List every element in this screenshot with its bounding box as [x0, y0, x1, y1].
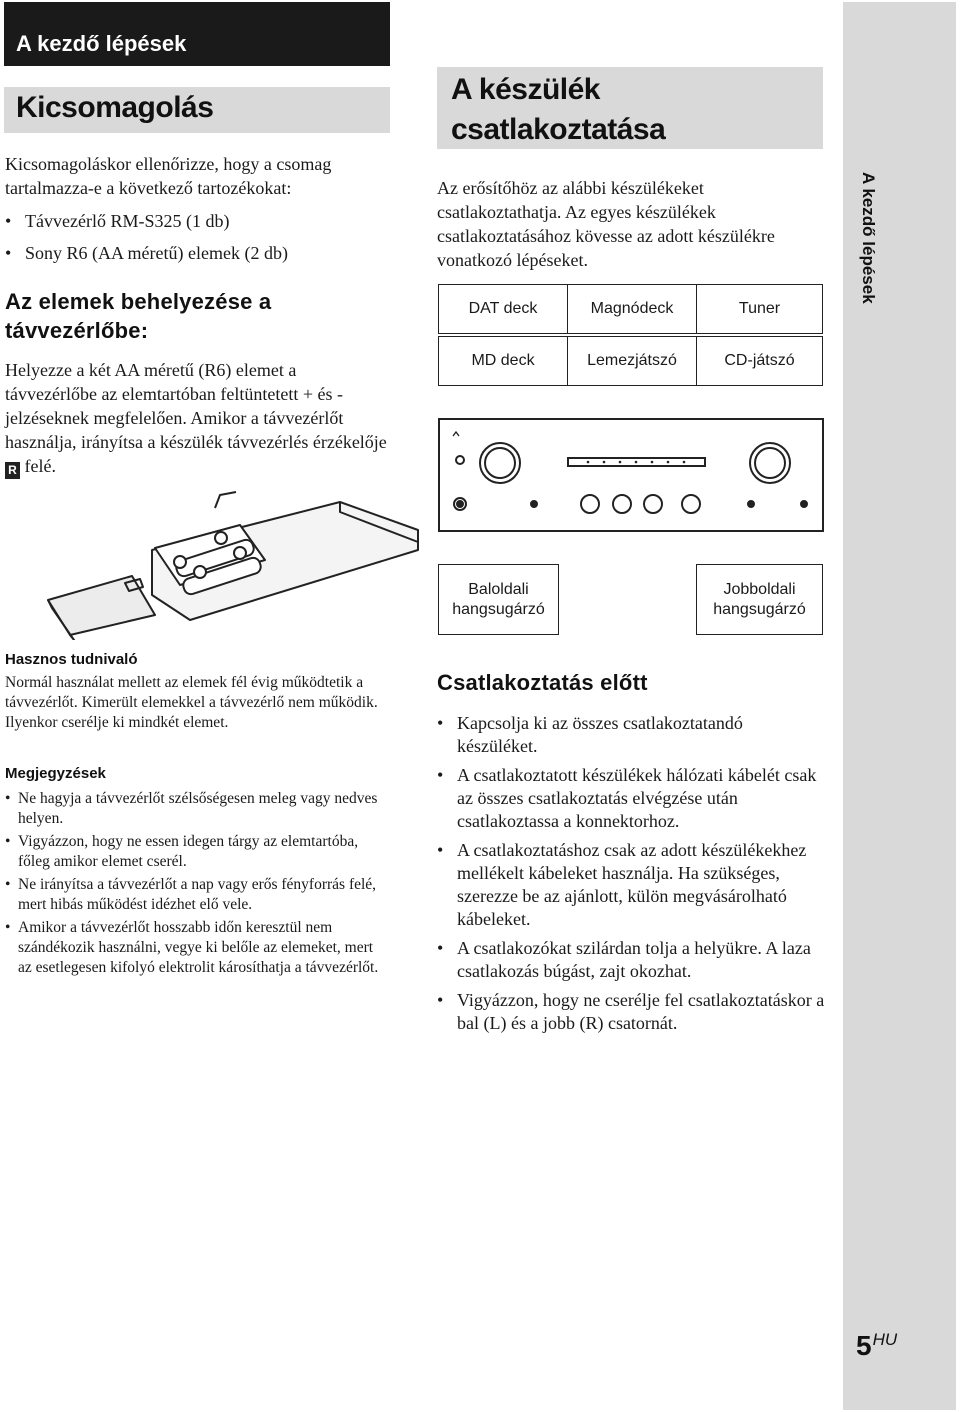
section-banner: A kezdő lépések [4, 2, 390, 66]
device-md-deck: MD deck [438, 336, 568, 386]
list-item: • Amikor a távvezérlőt hosszabb időn keresztül nem szándékozik használni, vegye ki belőle az elemeket, mert az esetlegesen kifolyó elektrolit károsíthatja a távvezérlőt. [5, 918, 390, 978]
accessory-list [5, 205, 390, 269]
device-cd-jatszo: CD-játszó [696, 336, 823, 386]
list-item: • A csatlakozókat szilárdan tolja a helyükre. A laza csatlakozás búgást, zajt okozhat. [437, 937, 827, 983]
remote-battery-illustration [40, 490, 430, 640]
connecting-intro: Az erősítőhöz az alábbi készülékeket csatlakoztathatja. Az egyes készülékek csatlakoztatásához kövesse az adott készülékre vonatkozó lépéseket. [437, 178, 775, 270]
device-dat-deck: DAT deck [438, 284, 568, 334]
side-tab-label: A kezdő lépések [859, 172, 878, 304]
list-item: • Távvezérlő RM-S325 (1 db) [5, 205, 390, 237]
unpacking-intro: Kicsomagoláskor ellenőrizze, hogy a csomag tartalmazza-e a következő tartozékokat: [5, 154, 332, 198]
speaker-left: Baloldali hangsugárzó [438, 564, 559, 635]
device-magnodeck: Magnódeck [567, 284, 697, 334]
list-item: • A csatlakoztatáshoz csak az adott készülékekhez mellékelt kábeleket használja. Ha szükséges, szerezze be az ajánlott, külön megvásárolható kábeleket. [437, 839, 827, 931]
device-lemezjatszo: Lemezjátszó [567, 336, 697, 386]
page-number: $5^{HU}$ [856, 1330, 898, 1361]
list-item: • Kapcsolja ki az összes csatlakoztatandó készüléket. [437, 712, 827, 758]
list-item: • Vigyázzon, hogy ne cserélje fel csatlakoztatáskor a bal (L) és a jobb (R) csatornát. [437, 989, 827, 1035]
tip-text: Normál használat mellett az elemek fél évig működtetik a távvezérlőt. Kimerült elemekkel a távvezérlő nem működik. Ilyenkor cserélje ki mindkét elemet. [5, 674, 378, 731]
notes-title: Megjegyzések [5, 765, 106, 782]
batteries-text: Helyezze a két AA méretű (R6) elemet a távvezérlőbe az elemtartóban feltüntetett + és - jelzéseknek megfelelően. Amikor a távvezérlőt használja, irányítsa a készülék távvezérlés érzékelője R felé. [5, 360, 387, 477]
device-tuner: Tuner [696, 284, 823, 334]
list-item: • Vigyázzon, hogy ne essen idegen tárgy az elemtartóba, főleg amikor elemet cserél. [5, 832, 390, 872]
list-item: • Ne irányítsa a távvezérlőt a nap vagy erős fényforrás felé, mert hibás működést idézhet elő vele. [5, 875, 390, 915]
amplifier-illustration [438, 418, 824, 532]
list-item: • Sony R6 (AA méretű) elemek (2 db) [5, 237, 390, 269]
remote-sensor-symbol: R [5, 462, 20, 479]
list-item: • Ne hagyja a távvezérlőt szélsőségesen meleg vagy nedves helyen. [5, 789, 390, 829]
unpacking-title: Kicsomagolás [4, 87, 390, 133]
before-title: Csatlakoztatás előtt [437, 670, 648, 695]
speaker-right: Jobboldali hangsugárzó [696, 564, 823, 635]
connecting-title: A készülék csatlakoztatása [437, 67, 823, 149]
notes-list [5, 789, 390, 978]
tip-title: Hasznos tudnivaló [5, 651, 138, 668]
list-item: • A csatlakoztatott készülékek hálózati kábelét csak az összes csatlakoztatás elvégzése után csatlakoztassa a konnektorhoz. [437, 764, 827, 833]
before-list [437, 712, 827, 1035]
batteries-title: Az elemek behelyezése a távvezérlőbe: [5, 289, 272, 343]
